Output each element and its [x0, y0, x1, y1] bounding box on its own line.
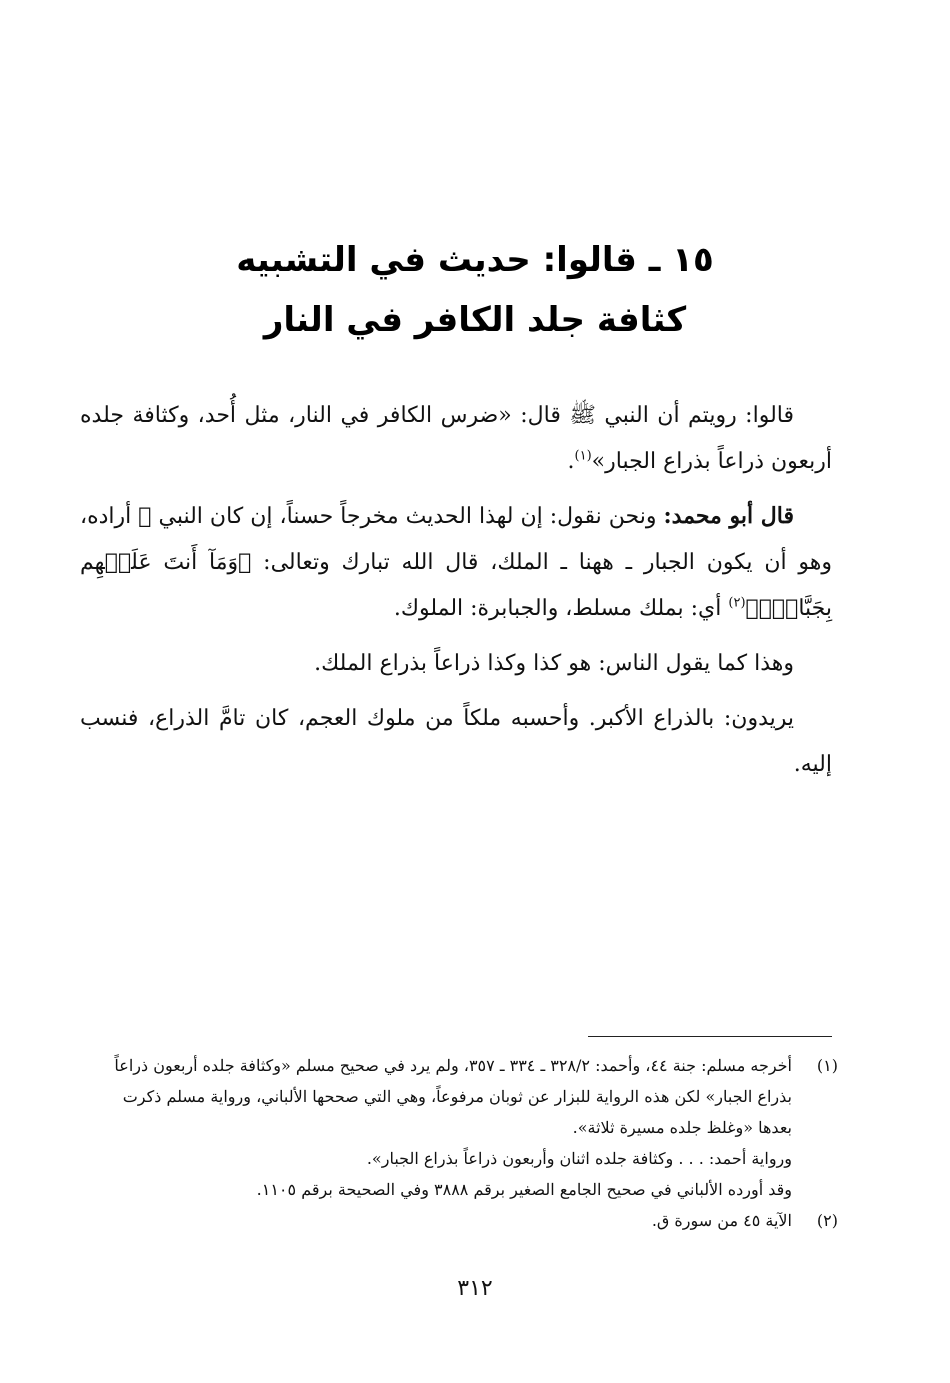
paragraph-text: قالوا: رويتم أن النبي ﷺ قال: «ضرس الكافر في النار، مثل أُحد، وكثافة جلده أربعون ذراعاً بذراع الجبار»	[80, 403, 832, 474]
footnote-line: الآية ٤٥ من سورة ق.	[651, 1211, 792, 1230]
body-text	[80, 392, 832, 796]
paragraph-text: يريدون: بالذراع الأكبر. وأحسبه ملكاً من ملوك العجم، كان تامَّ الذراع، فنسب إليه.	[80, 706, 832, 777]
paragraph-text: وهذا كما يقول الناس: هو كذا وكذا ذراعاً بذراع الملك.	[314, 651, 794, 676]
footnote-line: وقد أورده الألباني في صحيح الجامع الصغير برقم ٣٨٨٨ وفي الصحيحة برقم ١١٠٥.	[256, 1180, 792, 1199]
paragraph-3	[80, 640, 832, 687]
footnote-number: (١)	[816, 1056, 838, 1075]
paragraph-tail: أي: بملك مسلط، والجبابرة: الملوك.	[393, 596, 729, 621]
footnotes	[90, 1050, 838, 1236]
paragraph-lead: قال أبو محمد:	[663, 503, 794, 529]
paragraph-text: ونحن نقول: إن لهذا الحديث مخرجاً حسناً، إن كان النبي ﷺ أراده، وهو أن يكون الجبار ـ ههنا ـ الملك، قال الله تبارك وتعالى: ﴿وَمَآ أَنتَ عَلَيۡهِم بِجَبَّارٍۢ﴾	[80, 504, 832, 621]
chapter-heading-line-1: ١٥ ـ قالوا: حديث في التشبيه	[236, 240, 714, 280]
chapter-heading-line-2: كثافة جلد الكافر في النار	[263, 300, 687, 340]
paragraph-2	[80, 493, 832, 632]
footnote-reference: (٢)	[728, 595, 746, 611]
footnote-1	[90, 1050, 838, 1205]
footnote-number: (٢)	[816, 1211, 838, 1230]
footnote-2	[90, 1205, 838, 1236]
footnote-line: ورواية أحمد: . . . وكثافة جلده اثنان وأربعون ذراعاً بذراع الجبار».	[366, 1149, 792, 1168]
paragraph-4	[80, 695, 832, 788]
paragraph-tail: .	[567, 449, 575, 474]
paragraph-1	[80, 392, 832, 485]
footnote-line: أخرجه مسلم: جنة ٤٤، وأحمد: ٣٢٨/٢ ـ ٣٣٤ ـ ٣٥٧، ولم يرد في صحيح مسلم «وكثافة جلده أربعون ذراعاً بذراع الجبار» لكن هذه الرواية للبزار عن ثوبان مرفوعاً، وهي التي صححها الألباني، ورواية مسلم ذكرت بعدها «وغلظ جلده مسيرة ثلاثة».	[114, 1056, 792, 1137]
page-number: ٣١٢	[457, 1276, 493, 1301]
footnote-reference: (١)	[574, 448, 592, 464]
footnote-separator	[588, 1036, 832, 1037]
